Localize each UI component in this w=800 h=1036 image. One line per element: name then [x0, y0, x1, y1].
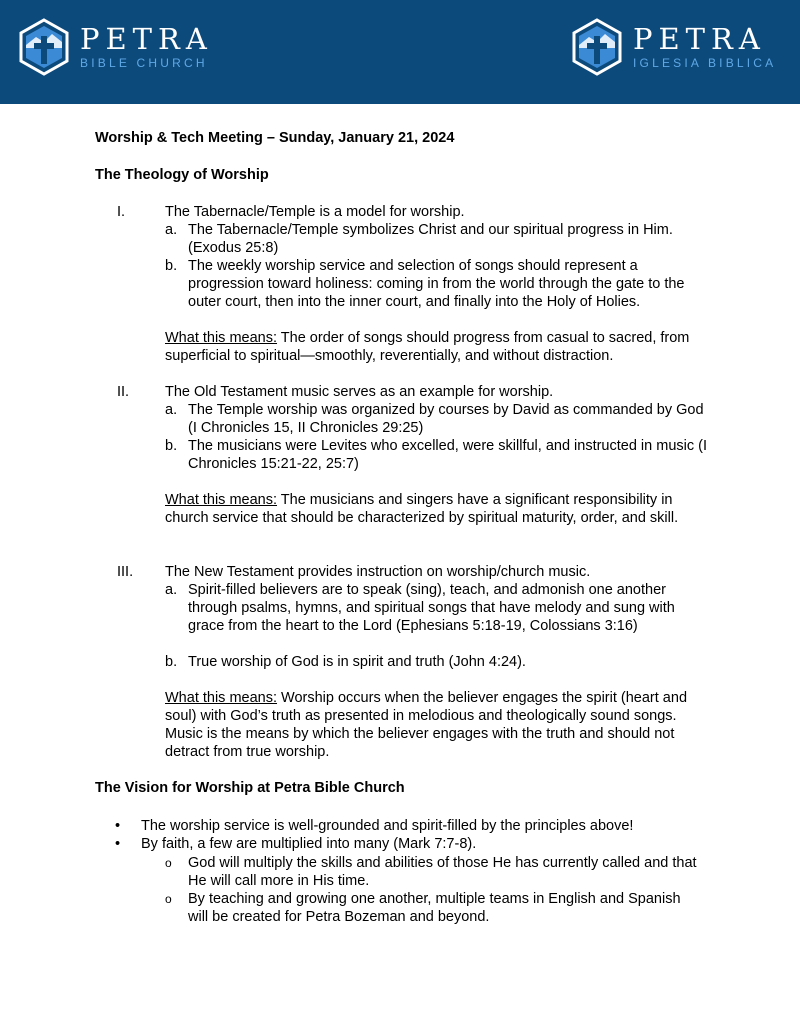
bullet-icon: • [115, 818, 121, 834]
what-this-means [165, 491, 715, 527]
section-number: III. [117, 564, 134, 580]
item-letter: a. [165, 222, 178, 238]
section-number: I. [117, 204, 126, 220]
item-text: Spirit-filled believers are to speak (sing), teach, and admonish one another through psalms, hymns, and spiritual songs that have melody and sung with grace from the heart to the Lord (Ephesians 5:18-19, Colossians 3:16) [188, 582, 675, 634]
means-label: What this means: [165, 690, 278, 706]
item-letter: b. [165, 438, 178, 454]
section-title: The Tabernacle/Temple is a model for worship. [165, 204, 465, 220]
means-text: The musicians and singers have a significant responsibility in church service that should be characterized by spiritual maturity, order, and skill. [165, 492, 679, 526]
means-text: The order of songs should progress from casual to sacred, from superficial to spiritual—smoothly, reverentially, and without distraction. [165, 330, 690, 364]
vision-heading: The Vision for Worship at Petra Bible Church [95, 780, 405, 796]
item-letter: a. [165, 402, 178, 418]
cross-hexagon-icon [18, 18, 70, 76]
meeting-title: Worship & Tech Meeting – Sunday, January 21, 2024 [95, 130, 455, 146]
petra-bible-church-logo[interactable] [18, 18, 213, 76]
sub-bullet-text: By teaching and growing one another, multiple teams in English and Spanish will be created for Petra Bozeman and beyond. [188, 891, 681, 925]
section-title: The New Testament provides instruction on worship/church music. [165, 564, 591, 580]
sub-bullet-text: God will multiply the skills and abilities of those He has currently called and that He will call more in His time. [188, 855, 697, 889]
item-letter: a. [165, 582, 178, 598]
means-label: What this means: [165, 330, 278, 346]
item-text: The weekly worship service and selection of songs should represent a progression toward holiness: coming in from the world through the gate to the outer court, then into the inner court, and finally into the Holy of Holies. [188, 258, 685, 310]
item-text: The Temple worship was organized by courses by David as commanded by God (I Chronicles 15, II Chronicles 29:25) [188, 402, 704, 436]
means-label: What this means: [165, 492, 278, 508]
circle-bullet-icon: o [165, 892, 172, 906]
cross-hexagon-icon [571, 18, 623, 76]
section-number: II. [117, 384, 130, 400]
circle-bullet-icon: o [165, 856, 172, 870]
item-letter: b. [165, 258, 178, 274]
item-text: The musicians were Levites who excelled, were skillful, and instructed in music (I Chronicles 15:21-22, 25:7) [188, 438, 707, 472]
bullet-text: By faith, a few are multiplied into many (Mark 7:7-8). [141, 836, 477, 852]
what-this-means [165, 689, 715, 761]
header-banner [0, 0, 800, 104]
means-text: Worship occurs when the believer engages the spirit (heart and soul) with God’s truth as presented in melodious and theologically sound songs. Music is the means by which the believer engages with the truth and should not detract from true worship. [165, 690, 688, 760]
logo-subtitle: BIBLE CHURCH [80, 56, 208, 70]
petra-iglesia-biblica-logo[interactable] [571, 18, 776, 76]
logo-name: PETRA [633, 22, 766, 56]
bullet-text: The worship service is well-grounded and spirit-filled by the principles above! [141, 818, 634, 834]
item-text: True worship of God is in spirit and truth (John 4:24). [188, 654, 526, 670]
what-this-means [165, 329, 715, 365]
item-letter: b. [165, 654, 178, 670]
logo-name: PETRA [80, 22, 213, 56]
logo-subtitle: IGLESIA BIBLICA [633, 56, 777, 70]
section-title: The Old Testament music serves as an example for worship. [165, 384, 554, 400]
bullet-icon: • [115, 836, 121, 852]
item-text: The Tabernacle/Temple symbolizes Christ and our spiritual progress in Him. (Exodus 25:8) [188, 222, 673, 256]
theology-heading: The Theology of Worship [95, 167, 269, 183]
